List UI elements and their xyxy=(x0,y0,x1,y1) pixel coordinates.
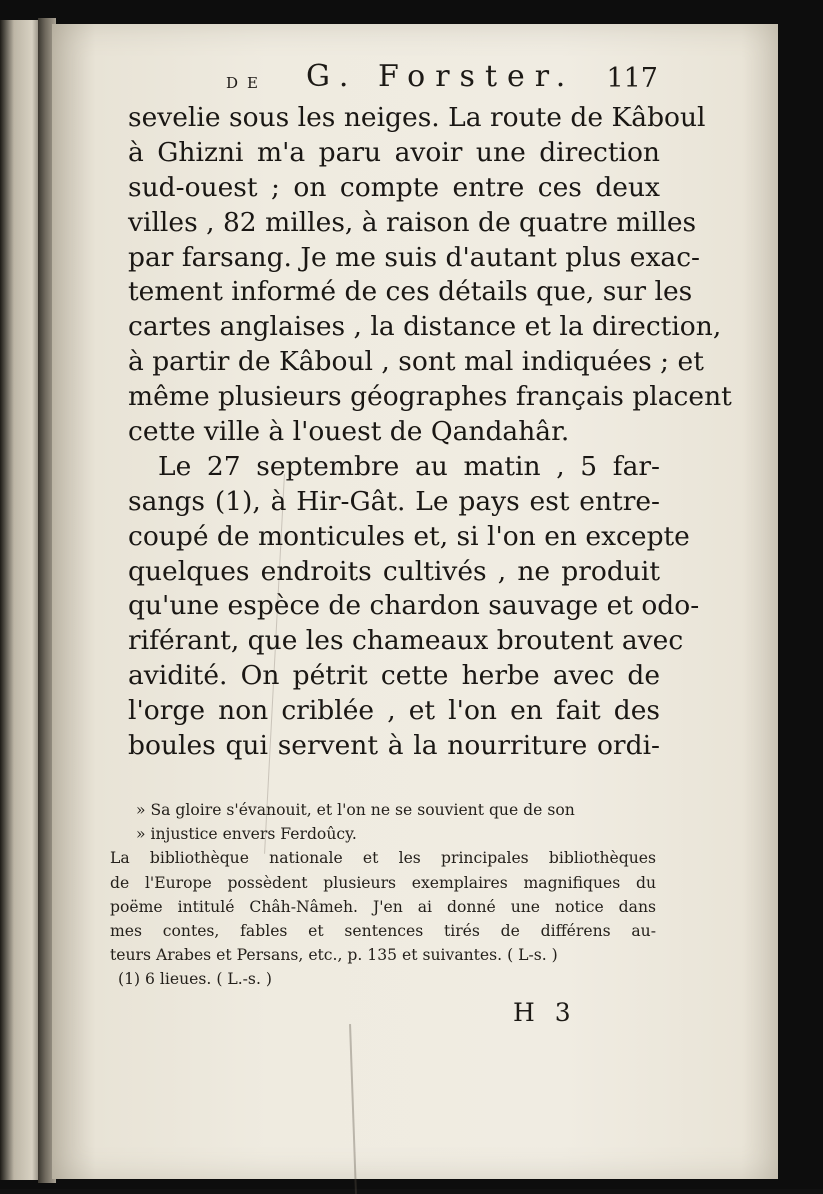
running-head-de: de xyxy=(226,69,267,93)
text-line: boules qui servent à la nourriture ordi- xyxy=(128,730,660,762)
footnotes xyxy=(110,798,656,992)
running-head xyxy=(176,59,662,99)
footnote-line: de l'Europe possèdent plusieurs exemplaires magnifiques du xyxy=(110,873,656,892)
text-line: sangs (1), à Hir-Gât. Le pays est entre- xyxy=(128,485,660,517)
footnote-line: » Sa gloire s'évanouit, et l'on ne se souvient que de son xyxy=(136,801,575,819)
text-line: tement informé de ces détails que, sur les xyxy=(128,276,693,308)
text-line: à partir de Kâboul , sont mal indiquées ; et xyxy=(128,346,704,378)
footnote-line: La bibliothèque nationale et les principales bibliothèques xyxy=(110,849,656,868)
text-line: Le 27 septembre au matin , 5 far- xyxy=(158,450,660,482)
text-line: cartes anglaises , la distance et la direction, xyxy=(128,311,722,343)
text-line: à Ghizni m'a paru avoir une direction xyxy=(128,136,660,168)
text-line: cette ville à l'ouest de Qandahâr. xyxy=(128,416,570,448)
text-line: sud-ouest ; on compte entre ces deux xyxy=(128,171,660,203)
text-line: coupé de monticules et, si l'on en excepte xyxy=(128,520,690,552)
paper-crease xyxy=(349,1024,357,1194)
footnote-line: poëme intitulé Châh-Nâmeh. J'en ai donné une notice dans xyxy=(110,897,656,916)
text-line: riférant, que les chameaux broutent avec xyxy=(128,625,684,657)
footnote-line: mes contes, fables et sentences tirés de différens au- xyxy=(110,921,656,940)
text-line: même plusieurs géographes français placent xyxy=(128,381,732,413)
text-line: sevelie sous les neiges. La route de Kâboul xyxy=(128,102,706,133)
page-number: 117 xyxy=(606,63,658,94)
facing-page-edge xyxy=(0,20,40,1180)
text-line: quelques endroits cultivés , ne produit xyxy=(128,555,660,587)
text-line: qu'une espèce de chardon sauvage et odo- xyxy=(128,590,700,622)
footnote-line: » injustice envers Ferdoûcy. xyxy=(136,825,357,844)
main-text xyxy=(128,101,732,764)
running-head-author: G. Forster. xyxy=(306,59,576,94)
text-line: par farsang. Je me suis d'autant plus exac- xyxy=(128,241,700,273)
text-line: villes , 82 milles, à raison de quatre milles xyxy=(128,206,697,238)
text-line: l'orge non criblée , et l'on en fait des xyxy=(128,695,660,727)
footnote-line: teurs Arabes et Persans, etc., p. 135 et suivantes. ( L-s. ) xyxy=(110,946,558,965)
footnote-1: (1) 6 lieues. ( L.-s. ) xyxy=(118,970,272,989)
text-line: avidité. On pétrit cette herbe avec de xyxy=(128,660,660,692)
printer-signature: H 3 xyxy=(513,998,577,1027)
